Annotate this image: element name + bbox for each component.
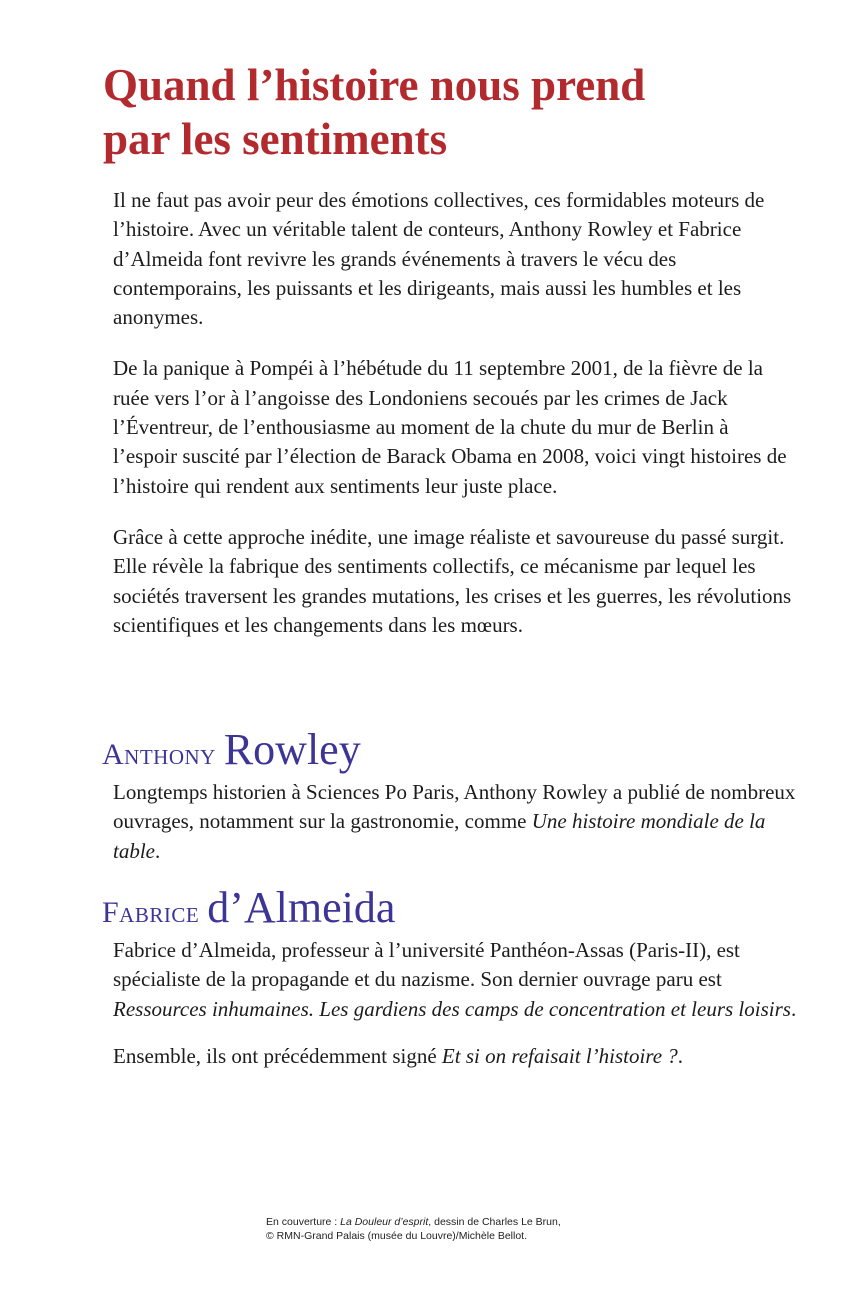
author-1-book-title: Une histoire mondiale de la table bbox=[113, 809, 766, 863]
author-1-heading bbox=[102, 725, 361, 774]
cover-credit-line-1 bbox=[266, 1215, 686, 1229]
blurb-paragraph-3: Grâce à cette approche inédite, une image réaliste et savoureuse du passé surgit. Elle révèle la fabrique des sentiments collectifs, ce mécanisme par lequel les sociétés traversent les grandes mutations, les crises et les guerres, les révolutions scientifiques et les changements dans les mœurs. bbox=[113, 524, 792, 637]
blurb-paragraph-2: De la panique à Pompéi à l’hébétude du 11 septembre 2001, de la fièvre de la ruée vers l’or à l’angoisse des Londoniens secoués par les crimes de Jack l’Éventreur, de l’enthousiasme au moment de la chute du mur de Berlin à l’espoir suscité par l’élection de Barack Obama en 2008, voici vingt histoires de l’histoire qui rendent aux sentiments leur juste place. bbox=[113, 356, 787, 498]
joint-work-end: . bbox=[677, 1043, 684, 1068]
cover-credit-work: La Douleur d’esprit bbox=[340, 1216, 429, 1228]
author-1-bio bbox=[113, 778, 803, 884]
author-2-last-name: d’Almeida bbox=[207, 883, 396, 932]
cover-credit-suffix: , dessin de Charles Le Brun, bbox=[428, 1216, 561, 1228]
author-2-bio bbox=[113, 936, 803, 1089]
blurb-paragraph-1: Il ne faut pas avoir peur des émotions collectives, ces formidables moteurs de l’histoire. Avec un véritable talent de conteurs, Anthony Rowley et Fabrice d’Almeida font revivre les grands événements à travers le vécu des contemporains, les puissants et les dirigeants, mais aussi les humbles et les anonymes. bbox=[113, 188, 765, 330]
joint-work-sentence: Ensemble, ils ont précédemment signé bbox=[113, 1043, 442, 1068]
author-2-bio-text bbox=[113, 936, 803, 1024]
author-1-bio-sentence: Longtemps historien à Sciences Po Paris, Anthony Rowley a publié de nombreux ouvrages, notamment sur la gastronomie, comme bbox=[113, 780, 796, 834]
joint-work-text bbox=[113, 1042, 803, 1071]
author-2-book-title: Ressources inhumaines. Les gardiens des camps de concentration et leurs loisirs bbox=[113, 996, 791, 1021]
author-2-heading bbox=[102, 883, 396, 932]
cover-credit-prefix: En couverture : bbox=[266, 1216, 341, 1228]
joint-work-title: Et si on refaisait l’histoire ? bbox=[441, 1043, 678, 1068]
author-2-bio-sentence: Fabrice d’Almeida, professeur à l’université Panthéon-Assas (Paris-II), est spécialiste de la propagande et du nazisme. Son dernier ouvrage paru est bbox=[113, 938, 740, 992]
author-2-bio-end: . bbox=[790, 996, 797, 1021]
author-2-first-name: Fabrice bbox=[102, 896, 200, 929]
author-1-bio-text bbox=[113, 778, 803, 866]
cover-credit bbox=[266, 1215, 686, 1243]
author-1-bio-end: . bbox=[155, 838, 161, 863]
blurb bbox=[113, 186, 793, 662]
author-1-last-name: Rowley bbox=[223, 725, 361, 774]
cover-credit-line-2: © RMN-Grand Palais (musée du Louvre)/Michèle Bellot. bbox=[266, 1230, 528, 1242]
book-title-line-1: Quand l’histoire nous prend bbox=[103, 60, 646, 110]
book-title bbox=[103, 58, 803, 166]
book-title-line-2: par les sentiments bbox=[103, 114, 448, 164]
author-1-first-name: Anthony bbox=[102, 738, 216, 771]
